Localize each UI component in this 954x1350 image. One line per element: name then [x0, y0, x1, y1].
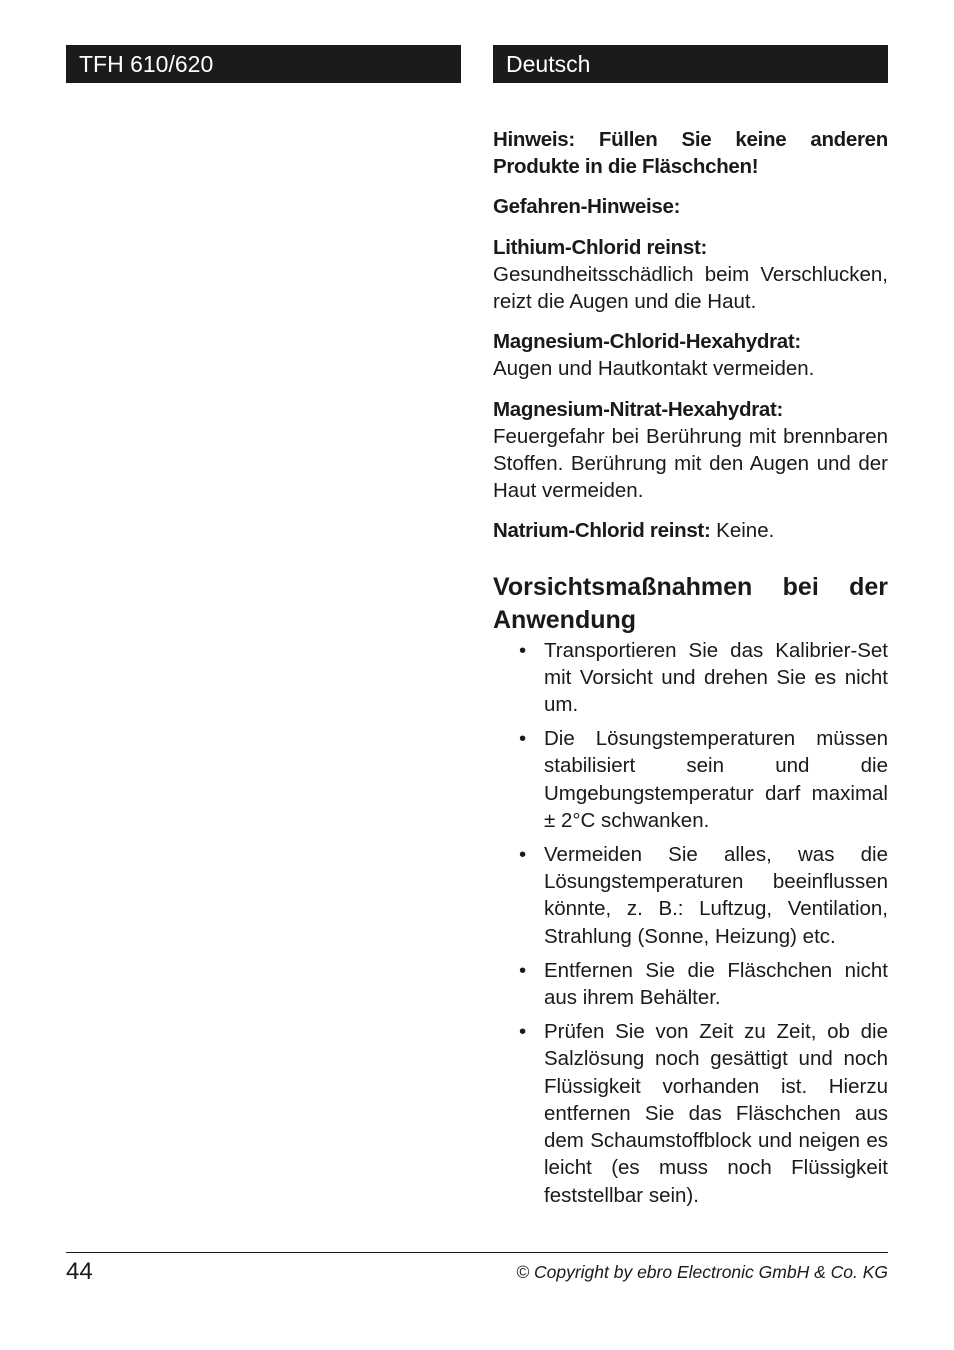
bullet-icon: • — [519, 843, 527, 867]
hazard-text: Keine. — [710, 519, 775, 543]
hazard-label: Lithium-Chlorid reinst: — [493, 235, 708, 259]
hazard-label: Magnesium-Chlorid-Hexahydrat: — [493, 330, 801, 354]
header-language-title: Deutsch — [493, 45, 888, 83]
bullet-icon: • — [519, 958, 527, 982]
hazard-text: Feuergefahr bei Berührung mit brennbaren Stoffen. Berührung mit den Augen und der Haut vermeiden. — [493, 424, 888, 503]
list-item — [493, 957, 888, 1011]
copyright-notice: © Copyright by ebro Electronic GmbH & Co. KG — [516, 1262, 888, 1282]
hazard-item — [493, 396, 888, 505]
hazard-item — [493, 328, 888, 382]
hazard-item — [493, 517, 888, 544]
list-item — [493, 725, 888, 834]
bullet-icon: • — [519, 727, 527, 751]
precaution-list — [493, 637, 888, 1209]
footer-divider — [66, 1252, 888, 1253]
list-item-text: Die Lösungstemperaturen müssen stabilisiert sein und die Umgebungstemperatur darf maximal ± 2°C schwanken. — [544, 727, 888, 832]
hazard-text: Augen und Hautkontakt vermeiden. — [493, 357, 815, 381]
bullet-icon: • — [519, 638, 527, 662]
page-number: 44 — [66, 1258, 93, 1285]
header-product-title: TFH 610/620 — [66, 45, 461, 83]
list-item-text: Transportieren Sie das Kalibrier-Set mit Vorsicht und drehen Sie es nicht um. — [544, 638, 888, 717]
section-title-line2: Anwendung — [493, 605, 637, 634]
list-item — [493, 1018, 888, 1208]
hazard-label: Magnesium-Nitrat-Hexahydrat: — [493, 397, 784, 421]
note-paragraph: Hinweis: Füllen Sie keine anderen Produkte in die Fläschchen! — [493, 128, 888, 179]
hazard-item — [493, 234, 888, 316]
hazard-label: Natrium-Chlorid reinst: — [493, 519, 711, 543]
list-item-text: Prüfen Sie von Zeit zu Zeit, ob die Salzlösung noch gesättigt und noch Flüssigkeit vorhanden ist. Hierzu entfernen Sie das Fläschchen aus dem Schaumstoffblock und neigen es leicht (es muss noch Flüssigkeit feststellbar sein). — [544, 1020, 888, 1207]
list-item-text: Entfernen Sie die Fläschchen nicht aus ihrem Behälter. — [544, 958, 888, 1010]
list-item — [493, 637, 888, 719]
list-item-text: Vermeiden Sie alles, was die Lösungstemperaturen beeinflussen könnte, z. B.: Luftzug, Ventilation, Strahlung (Sonne, Heizung) etc. — [544, 843, 888, 948]
section-title — [493, 571, 888, 637]
hazard-text: Gesundheitsschädlich beim Verschlucken, reizt die Augen und die Haut. — [493, 262, 888, 314]
bullet-icon: • — [519, 1020, 527, 1044]
main-text-column — [493, 126, 888, 1216]
section-title-line1: Vorsichtsmaßnahmen bei der — [493, 572, 888, 601]
hazard-heading: Gefahren-Hinweise: — [493, 195, 681, 219]
list-item — [493, 841, 888, 950]
